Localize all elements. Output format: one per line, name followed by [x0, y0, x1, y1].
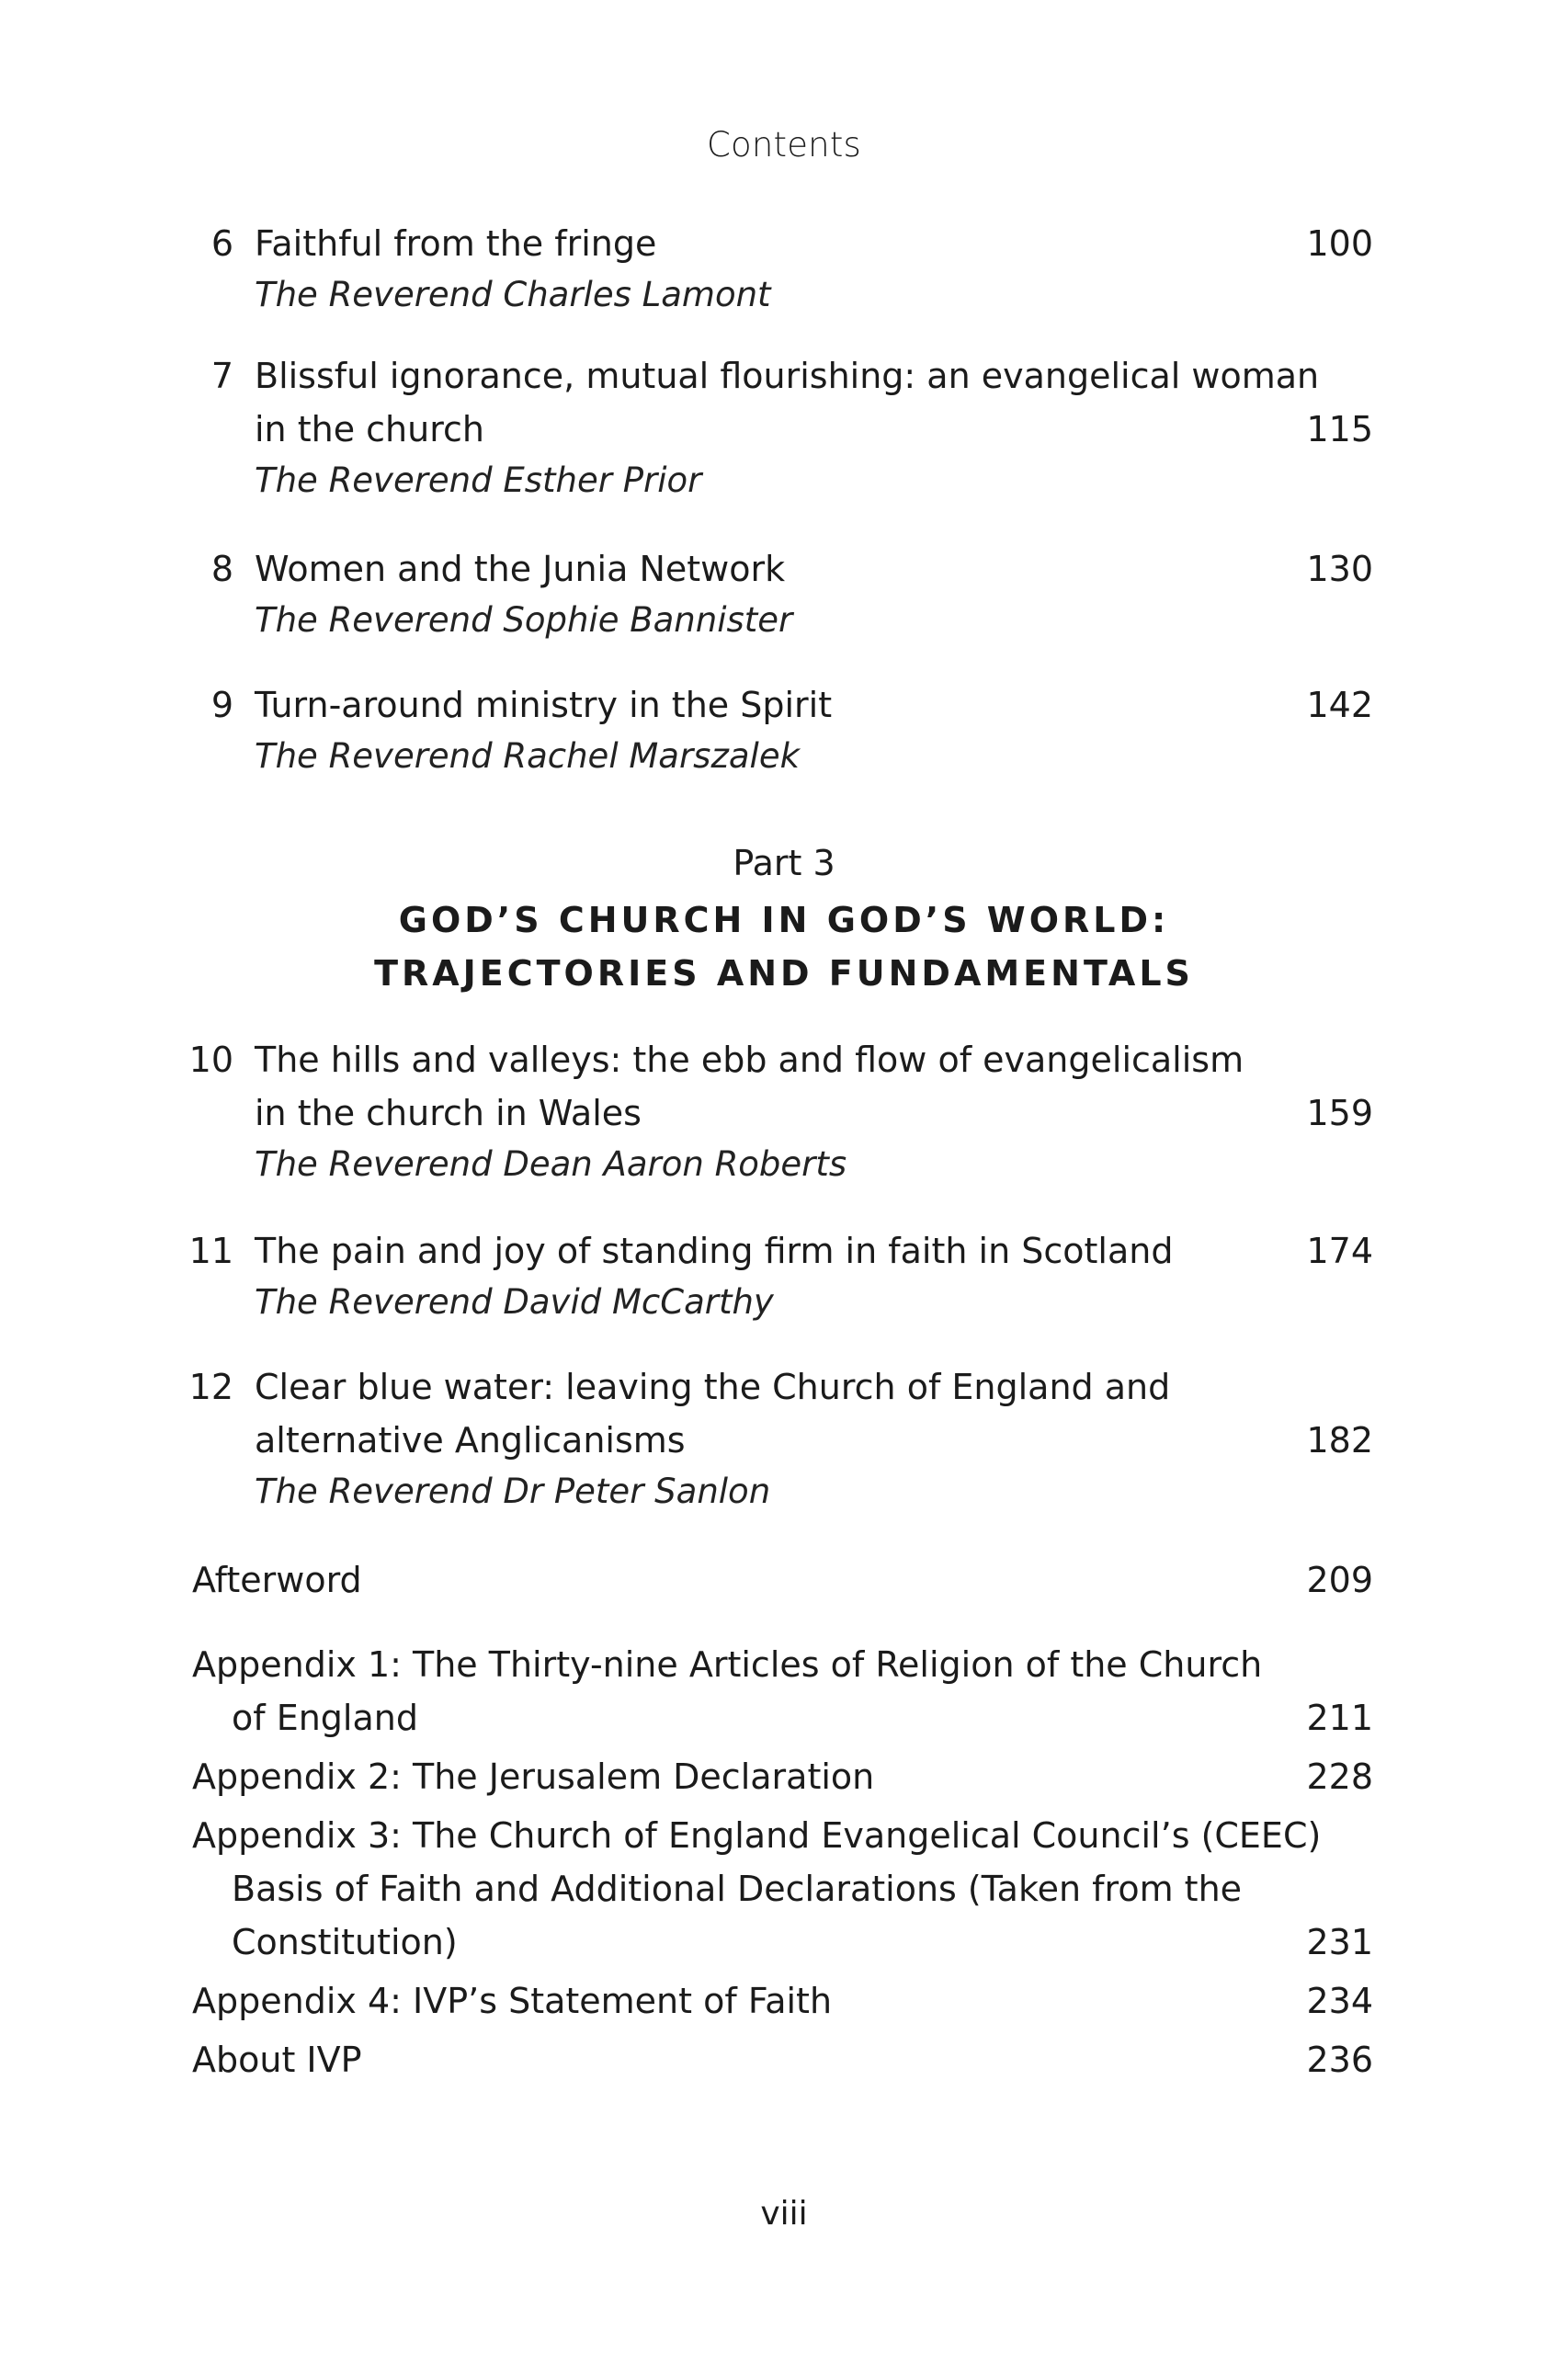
chapter-title: Faithful from the fringe — [255, 223, 657, 264]
entry-title-line-3: Constitution) — [232, 1922, 458, 1962]
page-number: 211 — [1306, 1698, 1373, 1738]
page-number: 159 — [1306, 1093, 1373, 1133]
page-number: 182 — [1306, 1420, 1373, 1461]
page-number: 142 — [1306, 685, 1373, 725]
entry-title: Appendix 4: IVP’s Statement of Faith — [192, 1981, 833, 2021]
chapter-title-line-2: alternative Anglicanisms — [255, 1420, 686, 1461]
chapter-author: The Reverend Sophie Bannister — [255, 600, 793, 640]
chapter-title-line-2: in the church in Wales — [255, 1093, 642, 1133]
page-number: 234 — [1306, 1981, 1373, 2021]
part-title-line-2: TRAJECTORIES AND FUNDAMENTALS — [374, 953, 1194, 994]
page-number: 174 — [1306, 1231, 1373, 1271]
chapter-author: The Reverend Esther Prior — [255, 460, 702, 500]
chapter-title: The pain and joy of standing firm in faith in Scotland — [255, 1231, 1174, 1271]
chapter-title-line-1: Clear blue water: leaving the Church of England and — [255, 1367, 1171, 1407]
chapter-author: The Reverend Charles Lamont — [255, 275, 771, 314]
chapter-title: Turn-around ministry in the Spirit — [255, 685, 833, 725]
page-number: 100 — [1306, 223, 1373, 264]
part-label: Part 3 — [733, 843, 835, 883]
chapter-title-line-2: in the church — [255, 409, 484, 449]
entry-title-line-2: of England — [232, 1698, 418, 1738]
page-number: 231 — [1306, 1922, 1373, 1962]
page-number: 236 — [1306, 2040, 1373, 2080]
chapter-number: 6 — [210, 223, 233, 264]
folio-page-number: viii — [760, 2195, 808, 2233]
chapter-number: 10 — [188, 1040, 233, 1080]
chapter-number: 9 — [210, 685, 233, 725]
page-number: 209 — [1306, 1560, 1373, 1600]
page-number: 228 — [1306, 1756, 1373, 1797]
entry-title-line-1: Appendix 1: The Thirty-nine Articles of Religion of the Church — [192, 1644, 1263, 1685]
chapter-author: The Reverend Dr Peter Sanlon — [255, 1472, 771, 1511]
entry-title: Appendix 2: The Jerusalem Declaration — [192, 1756, 875, 1797]
chapter-number: 8 — [210, 549, 233, 589]
chapter-title-line-1: The hills and valleys: the ebb and flow of evangelicalism — [255, 1040, 1244, 1080]
chapter-author: The Reverend Rachel Marszalek — [255, 736, 801, 776]
chapter-title: Women and the Junia Network — [255, 549, 786, 589]
chapter-number: 7 — [210, 356, 233, 396]
entry-title: About IVP — [192, 2040, 362, 2080]
running-head: Contents — [706, 125, 862, 165]
page-number: 130 — [1306, 549, 1373, 589]
page-number: 115 — [1306, 409, 1373, 449]
part-title-line-1: GOD’S CHURCH IN GOD’S WORLD: — [398, 900, 1170, 940]
entry-title-line-2: Basis of Faith and Additional Declarations (Taken from the — [232, 1869, 1243, 1909]
entry-title-line-1: Appendix 3: The Church of England Evangelical Council’s (CEEC) — [192, 1815, 1322, 1856]
chapter-number: 11 — [188, 1231, 233, 1271]
chapter-number: 12 — [188, 1367, 233, 1407]
chapter-author: The Reverend Dean Aaron Roberts — [255, 1144, 847, 1184]
chapter-title-line-1: Blissful ignorance, mutual flourishing: an evangelical woman — [255, 356, 1320, 396]
chapter-author: The Reverend David McCarthy — [255, 1282, 774, 1322]
entry-title: Afterword — [192, 1560, 362, 1600]
